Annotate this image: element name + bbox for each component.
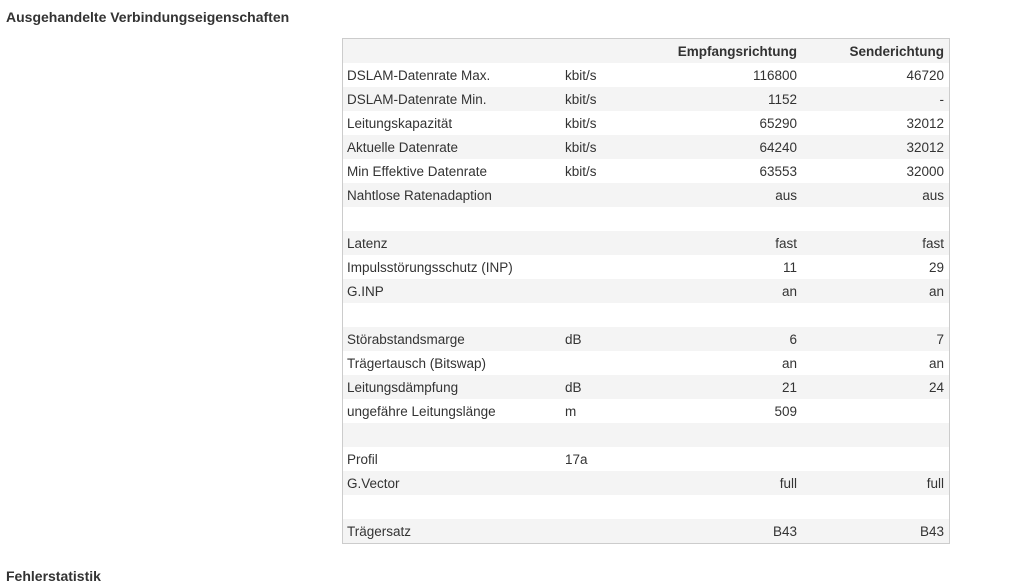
row-downstream-value: 6 — [789, 331, 797, 347]
row-downstream-value: 509 — [774, 403, 797, 419]
row-downstream-value: an — [781, 355, 797, 371]
row-unit: kbit/s — [565, 67, 597, 83]
row-label: G.INP — [347, 283, 384, 299]
row-unit: kbit/s — [565, 91, 597, 107]
section-title: Ausgehandelte Verbindungseigenschaften — [6, 9, 290, 25]
table-spacer-row — [343, 303, 949, 327]
table-spacer-row — [343, 495, 949, 519]
table-row — [343, 279, 949, 303]
table-row — [343, 111, 949, 135]
row-downstream-value: an — [781, 283, 797, 299]
row-label: Latenz — [347, 235, 388, 251]
header-upstream: Senderichtung — [849, 43, 944, 59]
table-row — [343, 87, 949, 111]
row-downstream-value: fast — [775, 235, 797, 251]
row-unit: kbit/s — [565, 139, 597, 155]
row-upstream-value: 24 — [928, 379, 944, 395]
header-downstream: Empfangsrichtung — [677, 43, 797, 59]
row-label: Trägersatz — [347, 523, 412, 539]
row-unit: m — [565, 403, 577, 419]
table-row — [343, 255, 949, 279]
row-upstream-value: 29 — [928, 259, 944, 275]
row-label: Leitungskapazität — [347, 115, 453, 131]
row-downstream-value: full — [779, 475, 797, 491]
row-label: Impulsstörungsschutz (INP) — [347, 259, 513, 275]
table-row — [343, 135, 949, 159]
row-label: Trägertausch (Bitswap) — [347, 355, 487, 371]
table-row — [343, 375, 949, 399]
table-row — [343, 183, 949, 207]
row-label: Leitungsdämpfung — [347, 379, 459, 395]
row-label: DSLAM-Datenrate Min. — [347, 91, 487, 107]
table-row — [343, 63, 949, 87]
row-downstream-value: 1152 — [767, 91, 797, 107]
row-downstream-value: 64240 — [759, 139, 797, 155]
row-upstream-value: an — [928, 283, 944, 299]
row-upstream-value: full — [926, 475, 944, 491]
table-row — [343, 519, 949, 543]
row-downstream-value: aus — [775, 187, 797, 203]
row-upstream-value: B43 — [919, 523, 944, 539]
connection-properties-table — [342, 38, 950, 544]
row-upstream-value: fast — [922, 235, 944, 251]
row-unit: kbit/s — [565, 115, 597, 131]
row-label: DSLAM-Datenrate Max. — [347, 67, 491, 83]
table-header-row — [343, 39, 949, 63]
row-label: Aktuelle Datenrate — [347, 139, 459, 155]
table-row — [343, 231, 949, 255]
row-upstream-value: 32000 — [906, 163, 944, 179]
row-upstream-value: 46720 — [906, 67, 944, 83]
row-label: ungefähre Leitungslänge — [347, 403, 496, 419]
row-downstream-value: 21 — [781, 379, 797, 395]
table-row — [343, 447, 949, 471]
row-upstream-value: an — [928, 355, 944, 371]
row-unit: kbit/s — [565, 163, 597, 179]
row-downstream-value: 116800 — [752, 67, 797, 83]
table-row — [343, 471, 949, 495]
row-downstream-value: 11 — [782, 259, 797, 275]
table-spacer-row — [343, 207, 949, 231]
row-label: G.Vector — [347, 475, 400, 491]
row-unit: dB — [565, 379, 582, 395]
row-label: Profil — [347, 451, 378, 467]
row-label: Min Effektive Datenrate — [347, 163, 488, 179]
table-row — [343, 399, 949, 423]
row-upstream-value: 32012 — [906, 139, 944, 155]
row-unit: dB — [565, 331, 582, 347]
row-label: Störabstandsmarge — [347, 331, 465, 347]
row-downstream-value: 63553 — [759, 163, 797, 179]
table-row — [343, 351, 949, 375]
table-row — [343, 327, 949, 351]
row-unit: 17a — [565, 451, 588, 467]
next-section-title: Fehlerstatistik — [6, 568, 101, 584]
table-row — [343, 159, 949, 183]
row-upstream-value: 7 — [936, 331, 944, 347]
table-spacer-row — [343, 423, 949, 447]
row-downstream-value: B43 — [772, 523, 797, 539]
row-upstream-value: aus — [922, 187, 944, 203]
row-upstream-value: 32012 — [906, 115, 944, 131]
row-upstream-value: - — [939, 91, 944, 107]
row-downstream-value: 65290 — [759, 115, 797, 131]
row-label: Nahtlose Ratenadaption — [347, 187, 492, 203]
